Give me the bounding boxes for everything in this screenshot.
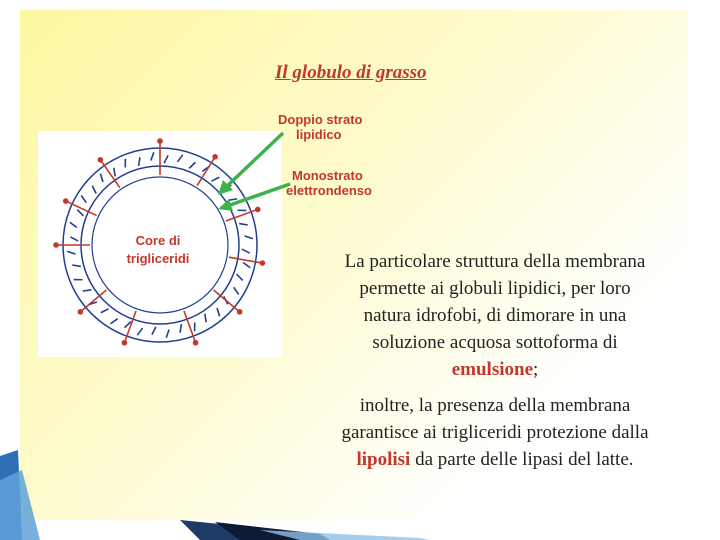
membrane-protein (98, 157, 120, 188)
membrane-tick (245, 236, 253, 239)
membrane-tick (234, 287, 239, 294)
membrane-tick (67, 251, 75, 254)
membrane-tick (177, 155, 182, 162)
membrane-tick (114, 168, 115, 177)
label-core-trigliceridi: Core di trigliceridi (126, 233, 190, 266)
label-doppio-strato: Doppio strato lipidico (278, 112, 363, 142)
membrane-tick (243, 262, 250, 267)
term-emulsione: emulsione (451, 359, 533, 380)
term-lipolisi: lipolisi (356, 449, 411, 470)
membrane-tick (242, 249, 250, 253)
arrow-doppio-strato (225, 133, 283, 188)
membrane-tick (205, 314, 206, 323)
membrane-tick (101, 309, 109, 313)
membrane-tick (100, 174, 103, 182)
membrane-tick (83, 290, 92, 291)
membrane-tick (239, 224, 248, 225)
corner-decoration (0, 450, 720, 540)
membrane-tick (77, 210, 83, 216)
label-monostrato: Monostrato elettrondenso (286, 168, 372, 198)
membrane-tick (152, 327, 156, 335)
membrane-protein (157, 138, 163, 175)
membrane-protein (197, 154, 218, 186)
paragraph-membrane-structure: La particolare struttura della membrana permette ai globuli lipidici, per loro natura idrofobi, di dimorare in una soluzione acquosa sottoforma di emulsione; (344, 251, 646, 380)
membrane-tick (72, 265, 81, 266)
paragraph-lipolysis-protection: inoltre, la presenza della membrana garantisce ai trigliceridi protezione dalla lipolisi da parte delle lipasi del latte. (341, 395, 649, 470)
membrane-tick (217, 308, 220, 316)
membrane-tick (70, 237, 78, 241)
membrane-tick (92, 186, 96, 194)
membrane-tick (81, 196, 86, 203)
membrane-tick (151, 152, 154, 160)
membrane-tick (189, 162, 195, 168)
membrane-tick (139, 157, 140, 166)
membrane-tick (211, 177, 219, 181)
membrane-tick (229, 199, 238, 200)
membrane-tick (180, 324, 181, 333)
arrow-monostrato (230, 184, 290, 205)
membrane-tick (137, 328, 142, 335)
membrane-tick (111, 319, 118, 324)
membrane-tick (164, 155, 168, 163)
membrane-tick (166, 330, 169, 338)
membrane-tick (237, 274, 243, 280)
slide-title: Il globulo di grasso (275, 62, 427, 83)
membrane-protein (53, 242, 90, 248)
membrane-tick (70, 222, 77, 227)
